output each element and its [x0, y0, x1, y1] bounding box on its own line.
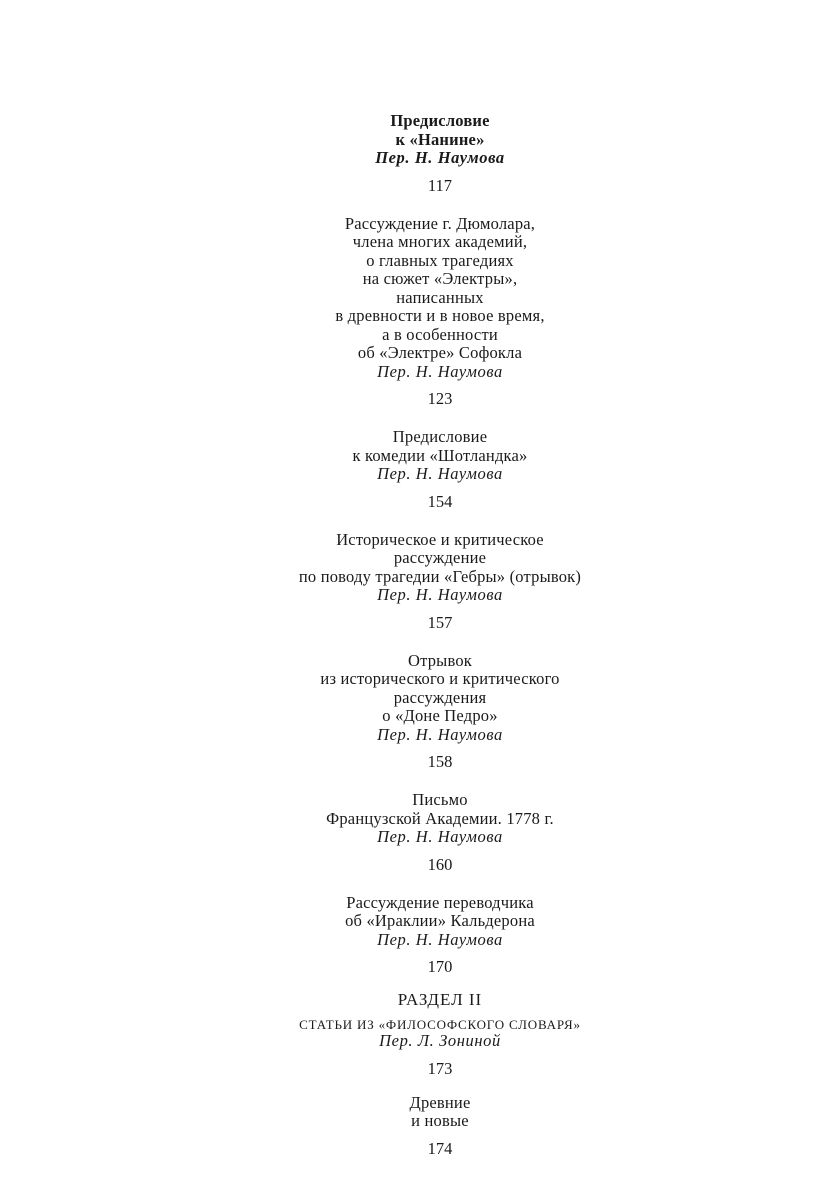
- entry-title-line: Предисловие: [390, 111, 490, 130]
- entry-title-line: написанных: [396, 287, 484, 307]
- entry-page-number: 123: [427, 389, 453, 408]
- entry-title-line: Древние: [409, 1092, 471, 1112]
- entry-title-line: Рассуждение переводчика: [346, 892, 534, 912]
- entry-translator: Пер. Н. Наумова: [377, 724, 503, 744]
- toc-entry-nanine-preface: [0, 112, 840, 195]
- entry-title-line: Историческое и критическое: [336, 529, 544, 549]
- entry-title-line: к комедии «Шотландка»: [352, 445, 528, 465]
- entry-translator: Пер. Н. Наумова: [375, 148, 505, 167]
- entry-translator: Пер. Н. Наумова: [377, 929, 503, 949]
- entry-title-line: рассуждение: [393, 548, 487, 567]
- section-heading: РАЗДЕЛ II: [397, 990, 483, 1009]
- entry-title-line: в древности и в новое время,: [335, 306, 545, 325]
- entry-title-line: Предисловие: [392, 427, 488, 446]
- entry-page-number: 170: [427, 957, 453, 976]
- entry-title-line: рассуждения: [393, 687, 487, 707]
- section-translator: Пер. Л. Зониной: [379, 1031, 501, 1050]
- entry-title-line: а в особенности: [382, 324, 498, 344]
- entry-page-number: 117: [427, 175, 453, 195]
- section-subheading: СТАТЬИ ИЗ «ФИЛОСОФСКОГО СЛОВАРЯ»: [299, 1017, 581, 1032]
- entry-title-line: Письмо: [412, 790, 468, 809]
- toc-entry-academy-letter: [0, 791, 840, 874]
- section-page-number: 173: [427, 1058, 453, 1078]
- toc-section-2: [0, 990, 840, 1078]
- entry-title-line: на сюжет «Электры»,: [362, 269, 518, 288]
- toc-entry-dumolard-discourse: [0, 215, 840, 409]
- entry-title-line: и новые: [411, 1111, 469, 1130]
- entry-page-number: 154: [427, 491, 453, 511]
- entry-title-line: из исторического и критического: [320, 669, 560, 688]
- entry-title-line: о «Доне Педро»: [382, 706, 498, 725]
- entry-translator: Пер. Н. Наумова: [377, 361, 503, 381]
- entry-page-number: 160: [427, 854, 453, 874]
- entry-page-number: 174: [427, 1138, 453, 1158]
- entry-title-line: по поводу трагедии «Гебры» (отрывок): [298, 566, 582, 586]
- entry-title-line: Отрывок: [407, 650, 472, 670]
- toc-entry-don-pedro-fragment: [0, 652, 840, 772]
- entry-translator: Пер. Н. Наумова: [377, 464, 503, 483]
- entry-translator: Пер. Н. Наумова: [377, 827, 503, 846]
- entry-title-line: Французской Академии. 1778 г.: [326, 808, 554, 828]
- table-of-contents: [0, 112, 840, 1178]
- entry-title-line: члена многих академий,: [352, 232, 528, 251]
- entry-page-number: 157: [427, 612, 453, 632]
- entry-translator: Пер. Н. Наумова: [377, 585, 503, 604]
- toc-entry-ancients-and-moderns: [0, 1094, 840, 1158]
- entry-title-line: к «Нанине»: [395, 129, 485, 149]
- entry-title-line: о главных трагедиях: [366, 250, 514, 270]
- toc-entry-heraclius-discourse: [0, 894, 840, 977]
- toc-entry-guebres-discourse: [0, 531, 840, 632]
- toc-entry-scottish-preface: [0, 428, 840, 511]
- entry-title-line: Рассуждение г. Дюмолара,: [344, 213, 536, 233]
- entry-page-number: 158: [427, 752, 453, 771]
- entry-title-line: об «Ираклии» Кальдерона: [345, 911, 535, 930]
- entry-title-line: об «Электре» Софокла: [357, 343, 523, 362]
